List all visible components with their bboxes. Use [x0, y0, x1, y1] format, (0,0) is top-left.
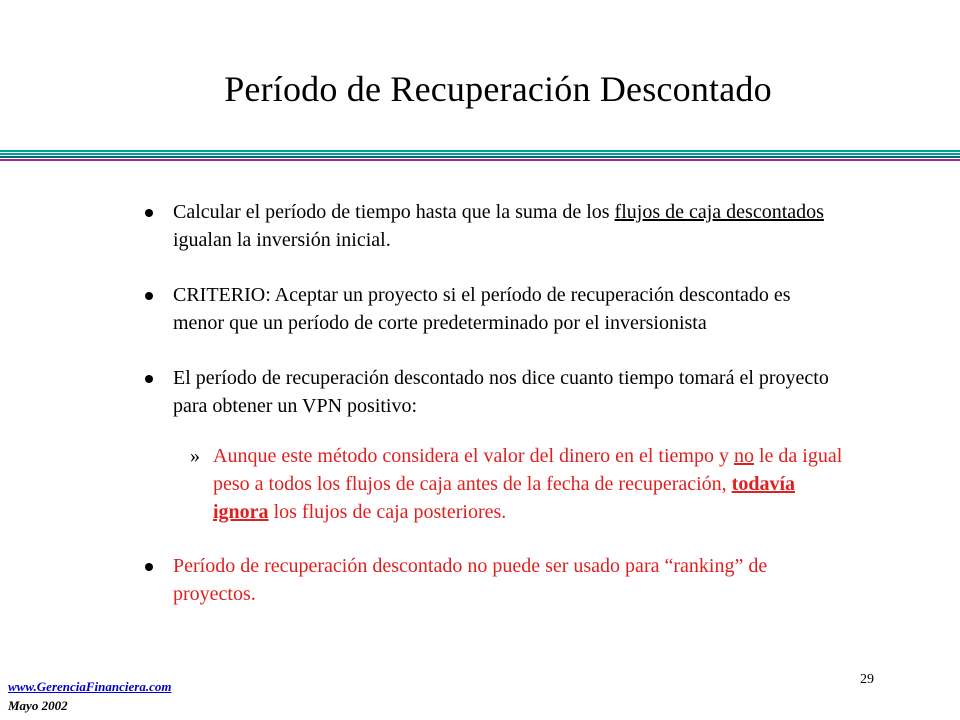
underlined-term: flujos de caja descontados [614, 201, 824, 223]
bullet-dot-icon [145, 209, 153, 217]
bullet-dot-icon [145, 375, 153, 383]
footer-website-link[interactable]: www.GerenciaFinanciera.com [8, 679, 172, 694]
sub-bullet-marker: » [190, 445, 200, 467]
bullet-item: CRITERIO: Aceptar un proyecto si el período de recuperación descontado es menor que un período de corte predeterminado por el inversionista [145, 281, 845, 337]
bullet-item: Calcular el período de tiempo hasta que la suma de los flujos de caja descontados igualan la inversión inicial. [145, 198, 845, 254]
footer-date: Mayo 2002 [8, 698, 68, 713]
bullet-dot-icon [145, 292, 153, 300]
bullet-item: El período de recuperación descontado nos dice cuanto tiempo tomará el proyecto para obtener un VPN positivo: [145, 364, 845, 420]
slide-title: Período de Recuperación Descontado [224, 69, 772, 109]
bullet-item: Período de recuperación descontado no puede ser usado para “ranking” de proyectos. [145, 552, 845, 608]
slide-content [145, 198, 845, 635]
title-divider [0, 150, 960, 162]
page-number: 29 [860, 672, 874, 687]
sub-bullet-item: » Aunque este método considera el valor del dinero en el tiempo y no le da igual peso a todos los flujos de caja antes de la fecha de recuperación, todavía ignora los flujos de caja posteriores. [145, 442, 845, 526]
underlined-term: no [733, 445, 754, 467]
bullet-dot-icon [145, 563, 153, 571]
underlined-term: todavía ignora [213, 473, 796, 523]
